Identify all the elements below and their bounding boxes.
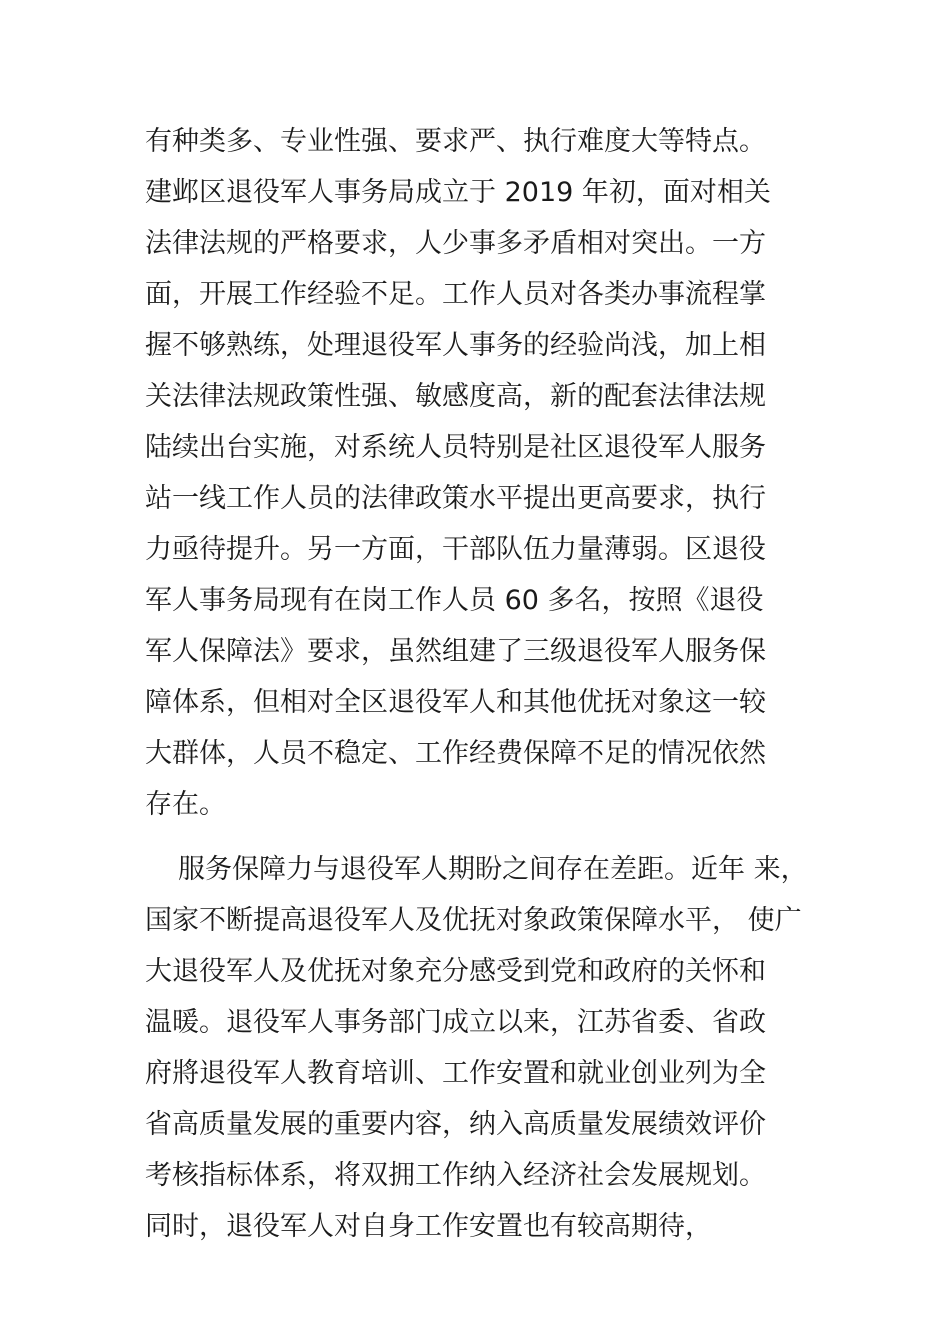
text-line: 力亟待提升。另一方面，干部队伍力量薄弱。区退役 <box>145 534 766 565</box>
text-line: 军人保障法》要求，虽然组建了三级退役军人服务保 <box>145 636 766 667</box>
text-line: 国家不断提高退役军人及优抚对象政策保障水平， 使广 <box>145 905 802 936</box>
text-line: 大群体，人员不稳定、工作经费保障不足的情况依然 <box>145 738 766 769</box>
text-line: 站一线工作人员的法律政策水平提出更高要求，执行 <box>145 483 766 514</box>
text-line: 关法律法规政策性强、敏感度高，新的配套法律法规 <box>145 381 766 412</box>
text-line: 省高质量发展的重要内容，纳入高质量发展绩效评价 <box>145 1109 766 1140</box>
text-line: 考核指标体系，将双拥工作纳入经济社会发展规划。 <box>145 1160 766 1191</box>
text-line: 握不够熟练，处理退役军人事务的经验尚浅，加上相 <box>145 330 766 361</box>
text-line: 法律法规的严格要求，人少事多矛盾相对突出。一方 <box>145 228 766 259</box>
text-line: 军人事务局现有在岗工作人员 60 多名，按照《退役 <box>145 585 764 616</box>
text-line: 存在。 <box>145 789 226 820</box>
text-line: 面，开展工作经验不足。工作人员对各类办事流程掌 <box>145 279 766 310</box>
text-line: 有种类多、专业性强、要求严、执行难度大等特点。 <box>145 126 766 157</box>
text-line-indented: 服务保障力与退役军人期盼之间存在差距。近年 来， <box>178 854 808 885</box>
text-line: 温暖。退役军人事务部门成立以来，江苏省委、省政 <box>145 1007 766 1038</box>
text-line: 同时，退役军人对自身工作安置也有较高期待， <box>145 1211 712 1242</box>
text-line: 建邺区退役军人事务局成立于 2019 年初，面对相关 <box>145 177 771 208</box>
text-line: 府將退役军人教育培训、工作安置和就业创业列为全 <box>145 1058 766 1089</box>
text-line: 陆续出台实施，对系统人员特别是社区退役军人服务 <box>145 432 766 463</box>
text-line: 障体系，但相对全区退役军人和其他优抚对象这一较 <box>145 687 766 718</box>
text-line: 大退役军人及优抚对象充分感受到党和政府的关怀和 <box>145 956 766 987</box>
